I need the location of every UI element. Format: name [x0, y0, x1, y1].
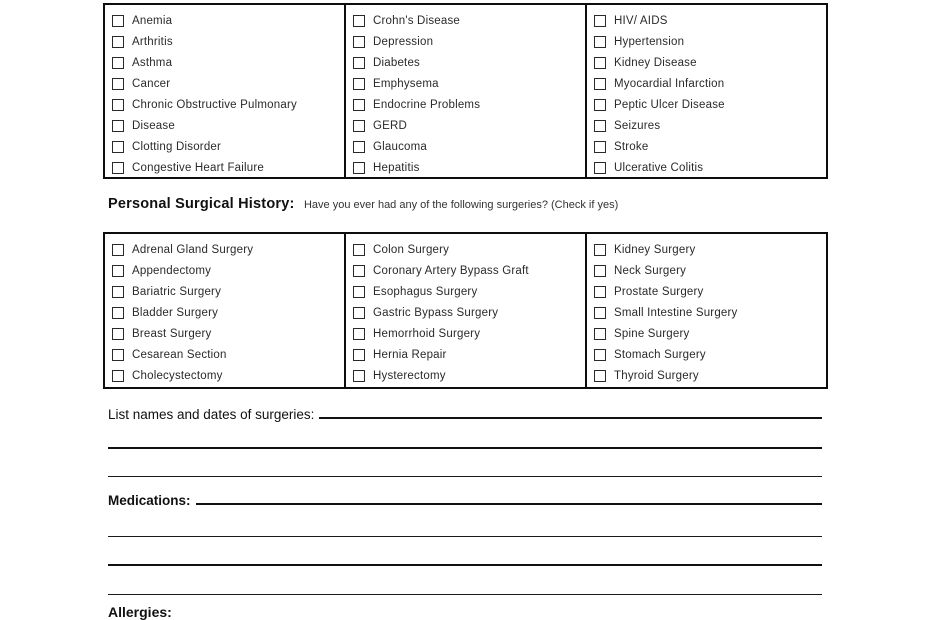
- checkbox-item: [353, 260, 585, 281]
- checkbox[interactable]: [353, 370, 365, 382]
- checkbox-item: [353, 323, 585, 344]
- checkbox[interactable]: [594, 328, 606, 340]
- checkbox[interactable]: [112, 99, 124, 111]
- checkbox[interactable]: [594, 120, 606, 132]
- checkbox-label: Cholecystectomy: [132, 369, 223, 382]
- checkbox[interactable]: [112, 15, 124, 27]
- checkbox[interactable]: [594, 15, 606, 27]
- checkbox-label: Thyroid Surgery: [614, 369, 699, 382]
- checkbox-label: Hepatitis: [373, 161, 420, 174]
- checkbox-item: [594, 302, 826, 323]
- medications-field-row: [108, 490, 822, 508]
- checkbox[interactable]: [353, 36, 365, 48]
- medications-fill-line[interactable]: [108, 536, 822, 537]
- checkbox-item: [353, 94, 585, 115]
- checkbox-label: Breast Surgery: [132, 327, 212, 340]
- checkbox[interactable]: [112, 120, 124, 132]
- checkbox[interactable]: [112, 265, 124, 277]
- checkbox-item: [353, 157, 585, 177]
- checkbox[interactable]: [112, 328, 124, 340]
- checkbox-item: [594, 94, 826, 115]
- checkbox-label: Peptic Ulcer Disease: [614, 98, 725, 111]
- checkbox[interactable]: [112, 36, 124, 48]
- checkbox-label: Hemorrhoid Surgery: [373, 327, 481, 340]
- checkbox[interactable]: [353, 57, 365, 69]
- checkbox-item: [594, 365, 826, 386]
- surgical-history-heading-row: [108, 195, 828, 213]
- checkbox-item: [112, 365, 344, 386]
- checkbox-item: [112, 73, 344, 94]
- checkbox[interactable]: [353, 349, 365, 361]
- checkbox-item: [594, 239, 826, 260]
- checkbox-item: [112, 115, 344, 136]
- checkbox-item: [112, 94, 344, 115]
- checkbox[interactable]: [112, 141, 124, 153]
- checkbox[interactable]: [594, 36, 606, 48]
- checkbox-item: [112, 157, 344, 177]
- checkbox-label: Anemia: [132, 14, 173, 27]
- checkbox-label: Kidney Disease: [614, 56, 697, 69]
- checkbox-item: [594, 31, 826, 52]
- checkbox-item: [112, 52, 344, 73]
- medications-fill-line[interactable]: [108, 594, 822, 595]
- surgeries-list-fill-line[interactable]: [108, 447, 822, 449]
- checkbox[interactable]: [594, 57, 606, 69]
- checkbox[interactable]: [353, 15, 365, 27]
- surgeries-list-fill-line[interactable]: [319, 404, 822, 419]
- surgeries-list-fill-line[interactable]: [108, 476, 822, 477]
- checkbox-label: Congestive Heart Failure: [132, 161, 264, 174]
- checkbox-item: [353, 302, 585, 323]
- checkbox-label: Chronic Obstructive Pulmonary: [132, 98, 297, 111]
- checkbox[interactable]: [353, 78, 365, 90]
- checkbox[interactable]: [594, 99, 606, 111]
- checkbox-label: Appendectomy: [132, 264, 212, 277]
- checkbox-item: [594, 344, 826, 365]
- checkbox-item: [112, 31, 344, 52]
- checkbox-item: [112, 281, 344, 302]
- checkbox-label: Prostate Surgery: [614, 285, 704, 298]
- checkbox-label: Stroke: [614, 140, 649, 153]
- checkbox[interactable]: [594, 307, 606, 319]
- surgeries-list-label: List names and dates of surgeries:: [108, 407, 315, 422]
- checkbox-label: GERD: [373, 119, 408, 132]
- medications-label: Medications:: [108, 493, 191, 508]
- checkbox-label: Bladder Surgery: [132, 306, 219, 319]
- checkbox-label: Seizures: [614, 119, 661, 132]
- checkbox-item: [594, 10, 826, 31]
- checkbox-item: [353, 115, 585, 136]
- checkbox-item: [594, 73, 826, 94]
- medications-fill-line[interactable]: [108, 564, 822, 566]
- surgical-history-heading: Personal Surgical History:: [108, 196, 295, 212]
- checkbox-label: Cesarean Section: [132, 348, 227, 361]
- checkbox-label: Stomach Surgery: [614, 348, 706, 361]
- checkbox-column: [346, 5, 587, 177]
- checkbox-label: Glaucoma: [373, 140, 428, 153]
- checkbox[interactable]: [112, 370, 124, 382]
- checkbox-label: Emphysema: [373, 77, 439, 90]
- checkbox-label: HIV/ AIDS: [614, 14, 668, 27]
- checkbox-item: [112, 136, 344, 157]
- medications-fill-line[interactable]: [196, 490, 822, 505]
- checkbox-label: Crohn's Disease: [373, 14, 461, 27]
- checkbox-label: Hernia Repair: [373, 348, 447, 361]
- allergies-label: Allergies:: [108, 604, 172, 620]
- checkbox[interactable]: [594, 349, 606, 361]
- checkbox-label: Arthritis: [132, 35, 173, 48]
- checkbox-item: [353, 73, 585, 94]
- checkbox-item: [353, 281, 585, 302]
- checkbox-label: Colon Surgery: [373, 243, 450, 256]
- checkbox-item: [112, 344, 344, 365]
- checkbox-item: [353, 52, 585, 73]
- checkbox-item: [353, 31, 585, 52]
- checkbox-item: [112, 10, 344, 31]
- checkbox[interactable]: [594, 370, 606, 382]
- checkbox-label: Esophagus Surgery: [373, 285, 478, 298]
- checkbox-item: [112, 260, 344, 281]
- checkbox[interactable]: [112, 78, 124, 90]
- checkbox-column: [105, 5, 346, 177]
- checkbox-label: Adrenal Gland Surgery: [132, 243, 254, 256]
- checkbox[interactable]: [353, 141, 365, 153]
- checkbox-item: [594, 260, 826, 281]
- checkbox-label: Asthma: [132, 56, 173, 69]
- checkbox-label: Ulcerative Colitis: [614, 161, 704, 174]
- checkbox-label: Diabetes: [373, 56, 420, 69]
- checkbox-item: [353, 365, 585, 386]
- checkbox-label: Gastric Bypass Surgery: [373, 306, 499, 319]
- checkbox-label: Hypertension: [614, 35, 685, 48]
- checkbox[interactable]: [594, 265, 606, 277]
- checkbox-item: [594, 281, 826, 302]
- checkbox-label: Hysterectomy: [373, 369, 446, 382]
- checkbox[interactable]: [112, 244, 124, 256]
- checkbox-item: [353, 10, 585, 31]
- checkbox-column: [587, 234, 826, 387]
- checkbox-label: Coronary Artery Bypass Graft: [373, 264, 529, 277]
- checkbox[interactable]: [353, 120, 365, 132]
- checkbox-label: Bariatric Surgery: [132, 285, 222, 298]
- checkbox-item: [112, 239, 344, 260]
- checkbox-item: [353, 239, 585, 260]
- checkbox-column: [105, 234, 346, 387]
- checkbox[interactable]: [112, 286, 124, 298]
- checkbox-item: [353, 344, 585, 365]
- checkbox[interactable]: [353, 244, 365, 256]
- checkbox[interactable]: [594, 141, 606, 153]
- checkbox-label: Small Intestine Surgery: [614, 306, 738, 319]
- surgical-history-prompt: Have you ever had any of the following surgeries? (Check if yes): [303, 199, 619, 211]
- checkbox[interactable]: [594, 78, 606, 90]
- checkbox-item: [112, 323, 344, 344]
- checkbox-label: Endocrine Problems: [373, 98, 481, 111]
- checkbox[interactable]: [112, 57, 124, 69]
- checkbox-item: [594, 323, 826, 344]
- checkbox[interactable]: [112, 349, 124, 361]
- checkbox[interactable]: [594, 244, 606, 256]
- checkbox-label: Disease: [132, 119, 175, 132]
- checkbox-label: Spine Surgery: [614, 327, 690, 340]
- checkbox[interactable]: [594, 162, 606, 174]
- checkbox[interactable]: [353, 99, 365, 111]
- checkbox-label: Kidney Surgery: [614, 243, 696, 256]
- checkbox-label: Clotting Disorder: [132, 140, 222, 153]
- surgical-history-checkbox-table: [103, 232, 828, 389]
- checkbox[interactable]: [353, 162, 365, 174]
- checkbox[interactable]: [112, 307, 124, 319]
- checkbox[interactable]: [594, 286, 606, 298]
- surgeries-list-field-row: [108, 404, 822, 422]
- checkbox-item: [353, 136, 585, 157]
- checkbox[interactable]: [353, 286, 365, 298]
- checkbox-column: [587, 5, 826, 177]
- checkbox[interactable]: [353, 265, 365, 277]
- checkbox-label: Depression: [373, 35, 434, 48]
- checkbox-label: Cancer: [132, 77, 171, 90]
- medical-conditions-checkbox-table: [103, 3, 828, 179]
- checkbox-item: [594, 157, 826, 177]
- checkbox[interactable]: [353, 307, 365, 319]
- checkbox-item: [594, 115, 826, 136]
- checkbox-item: [112, 302, 344, 323]
- checkbox-item: [594, 52, 826, 73]
- checkbox-item: [594, 136, 826, 157]
- checkbox[interactable]: [112, 162, 124, 174]
- checkbox-label: Myocardial Infarction: [614, 77, 725, 90]
- checkbox[interactable]: [353, 328, 365, 340]
- checkbox-column: [346, 234, 587, 387]
- checkbox-label: Neck Surgery: [614, 264, 687, 277]
